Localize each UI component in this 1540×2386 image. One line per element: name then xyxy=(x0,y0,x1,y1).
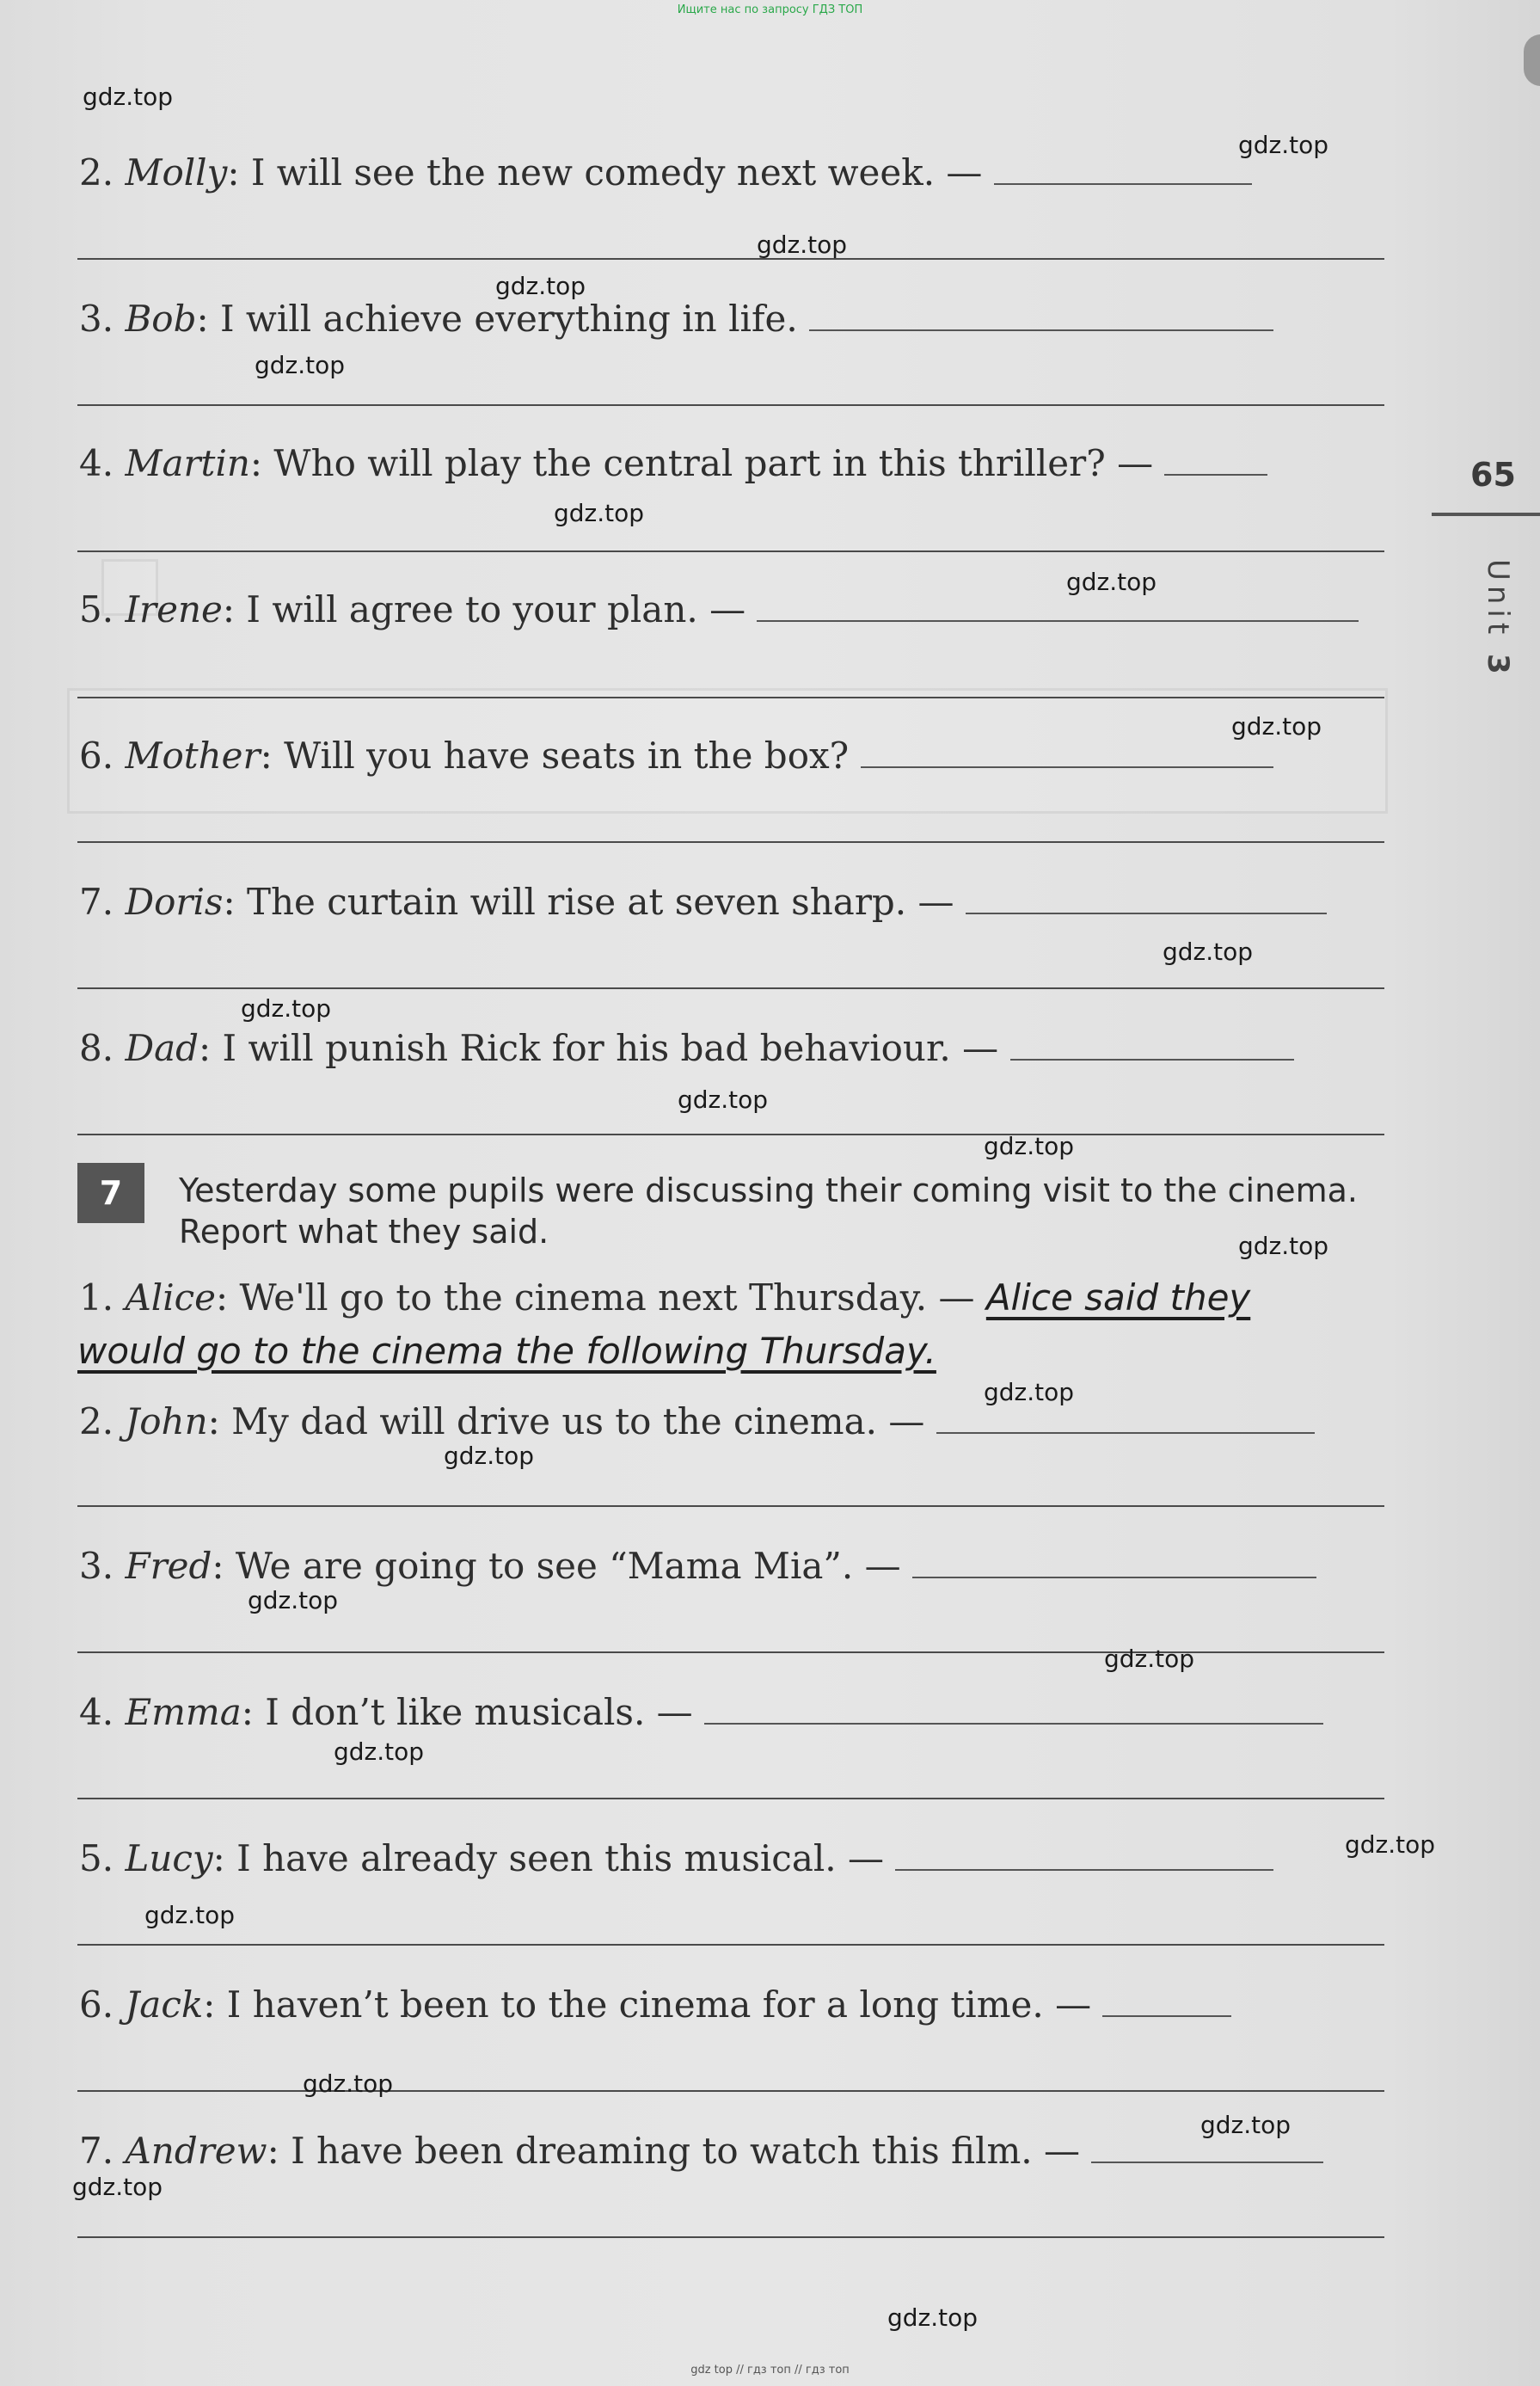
item-speaker: Alice xyxy=(125,1276,217,1319)
item-text: : I will achieve everything in life. xyxy=(196,298,798,340)
item-number: 6. xyxy=(79,1983,114,2026)
item-number: 1. xyxy=(79,1276,114,1319)
watermark: gdz.top xyxy=(72,2173,163,2201)
item-speaker: Dad xyxy=(125,1027,199,1069)
unit-label xyxy=(1481,559,1515,680)
answer-line[interactable] xyxy=(77,258,1384,260)
item-number: 3. xyxy=(79,1545,114,1587)
top-banner[interactable]: Ищите нас по запросу ГДЗ ТОП xyxy=(677,3,863,16)
watermark: gdz.top xyxy=(1345,1830,1436,1859)
watermark: gdz.top xyxy=(984,1378,1075,1406)
watermark: gdz.top xyxy=(554,499,645,527)
answer-line[interactable] xyxy=(77,697,1384,698)
exercise-instruction-line1: Yesterday some pupils were discussing their coming visit to the cinema. xyxy=(179,1171,1358,1209)
page-number: 65 xyxy=(1470,456,1516,494)
item-number: 4. xyxy=(79,442,114,484)
watermark: gdz.top xyxy=(1163,938,1254,966)
item-doris xyxy=(79,881,1327,923)
watermark: gdz.top xyxy=(248,1586,339,1614)
item-speaker: Mother xyxy=(125,735,261,777)
watermark: gdz.top xyxy=(83,83,174,111)
answer-blank[interactable] xyxy=(861,758,1273,768)
item-text: : I have already seen this musical. — xyxy=(212,1837,885,1879)
answer-line[interactable] xyxy=(77,550,1384,552)
watermark: gdz.top xyxy=(144,1901,236,1929)
answer-line[interactable] xyxy=(77,1798,1384,1799)
item-fred xyxy=(79,1545,1316,1587)
bottom-banner: gdz top // гдз топ // гдз топ xyxy=(690,2364,850,2377)
item-text: : I will agree to your plan. — xyxy=(222,588,746,630)
watermark: gdz.top xyxy=(1238,1232,1329,1260)
watermark: gdz.top xyxy=(1104,1645,1195,1673)
item-number: 5. xyxy=(79,588,114,630)
answer-blank[interactable] xyxy=(912,1568,1316,1578)
item-bob xyxy=(79,298,1273,340)
page-tab-marker xyxy=(1524,34,1540,86)
watermark: gdz.top xyxy=(984,1132,1075,1160)
item-speaker: Andrew xyxy=(125,2130,267,2172)
item-text: : Will you have seats in the box? xyxy=(260,735,850,777)
answer-line[interactable] xyxy=(77,1505,1384,1507)
item-text: : I will see the new comedy next week. — xyxy=(227,151,983,194)
answer-blank[interactable] xyxy=(1010,1050,1294,1061)
item-number: 7. xyxy=(79,2130,114,2172)
answer-line[interactable] xyxy=(77,987,1384,989)
answer-blank[interactable] xyxy=(895,1860,1273,1871)
item-number: 4. xyxy=(79,1691,114,1733)
example-item-alice xyxy=(79,1276,1251,1319)
answer-blank[interactable] xyxy=(1091,2153,1323,2163)
watermark: gdz.top xyxy=(255,351,346,379)
item-speaker: Lucy xyxy=(125,1837,213,1879)
item-john xyxy=(79,1400,1315,1442)
answer-line[interactable] xyxy=(77,404,1384,406)
watermark: gdz.top xyxy=(303,2069,394,2098)
watermark: gdz.top xyxy=(444,1442,535,1470)
item-text: : We'll go to the cinema next Thursday. — xyxy=(216,1276,975,1319)
page-number-rule xyxy=(1432,513,1540,516)
item-speaker: John xyxy=(125,1400,208,1442)
exercise-instruction-line2: Report what they said. xyxy=(179,1213,549,1251)
item-text: : I will punish Rick for his bad behaviour. — xyxy=(199,1027,999,1069)
item-molly xyxy=(79,151,1252,194)
item-irene xyxy=(79,588,1359,630)
item-text: : I haven’t been to the cinema for a long time. — xyxy=(203,1983,1092,2026)
watermark: gdz.top xyxy=(1066,568,1157,596)
unit-number: 3 xyxy=(1481,654,1515,680)
answer-line[interactable] xyxy=(77,1134,1384,1135)
item-emma xyxy=(79,1691,1323,1733)
answer-blank[interactable] xyxy=(704,1714,1323,1725)
item-andrew xyxy=(79,2130,1323,2172)
item-speaker: Irene xyxy=(125,588,223,630)
item-speaker: Doris xyxy=(125,881,224,923)
item-speaker: Jack xyxy=(125,1983,204,2026)
watermark: gdz.top xyxy=(757,231,848,259)
item-jack xyxy=(79,1983,1231,2026)
item-number: 2. xyxy=(79,1400,114,1442)
item-text: : Who will play the central part in this thriller? — xyxy=(249,442,1154,484)
answer-blank[interactable] xyxy=(757,612,1359,622)
item-speaker: Fred xyxy=(125,1545,212,1587)
watermark: gdz.top xyxy=(334,1737,425,1766)
answer-blank[interactable] xyxy=(1102,2007,1231,2017)
item-number: 3. xyxy=(79,298,114,340)
item-text: : We are going to see “Mama Mia”. — xyxy=(212,1545,901,1587)
answer-line[interactable] xyxy=(77,841,1384,843)
answer-line[interactable] xyxy=(77,2090,1384,2092)
item-speaker: Emma xyxy=(125,1691,242,1733)
answer-blank[interactable] xyxy=(936,1424,1315,1434)
item-speaker: Molly xyxy=(125,151,228,194)
watermark: gdz.top xyxy=(1200,2111,1292,2139)
item-speaker: Martin xyxy=(125,442,250,484)
item-text: : I have been dreaming to watch this film. — xyxy=(267,2130,1081,2172)
item-number: 8. xyxy=(79,1027,114,1069)
answer-blank[interactable] xyxy=(966,904,1327,914)
watermark: gdz.top xyxy=(678,1085,769,1114)
item-lucy xyxy=(79,1837,1273,1879)
item-text: : I don’t like musicals. — xyxy=(241,1691,693,1733)
answer-blank[interactable] xyxy=(1164,465,1267,476)
item-dad xyxy=(79,1027,1294,1069)
item-martin xyxy=(79,442,1267,484)
item-number: 6. xyxy=(79,735,114,777)
watermark: gdz.top xyxy=(1231,712,1322,741)
answer-blank[interactable] xyxy=(809,321,1273,331)
watermark: gdz.top xyxy=(495,272,586,300)
item-number: 5. xyxy=(79,1837,114,1879)
item-text: : The curtain will rise at seven sharp. — xyxy=(223,881,954,923)
handwritten-answer-part2: would go to the cinema the following Thursday. xyxy=(77,1330,936,1372)
item-speaker: Bob xyxy=(125,298,197,340)
item-mother xyxy=(79,735,1273,777)
watermark: gdz.top xyxy=(1238,131,1329,159)
answer-line[interactable] xyxy=(77,2236,1384,2238)
answer-line[interactable] xyxy=(77,1944,1384,1946)
item-text: : My dad will drive us to the cinema. — xyxy=(207,1400,925,1442)
unit-word: Unit xyxy=(1481,559,1515,640)
watermark: gdz.top xyxy=(887,2303,979,2332)
item-number: 7. xyxy=(79,881,114,923)
watermark: gdz.top xyxy=(241,994,332,1023)
exercise-number-badge: 7 xyxy=(77,1163,144,1223)
handwritten-answer-part1: Alice said they xyxy=(985,1276,1251,1319)
answer-blank[interactable] xyxy=(994,175,1252,185)
item-number: 2. xyxy=(79,151,114,194)
